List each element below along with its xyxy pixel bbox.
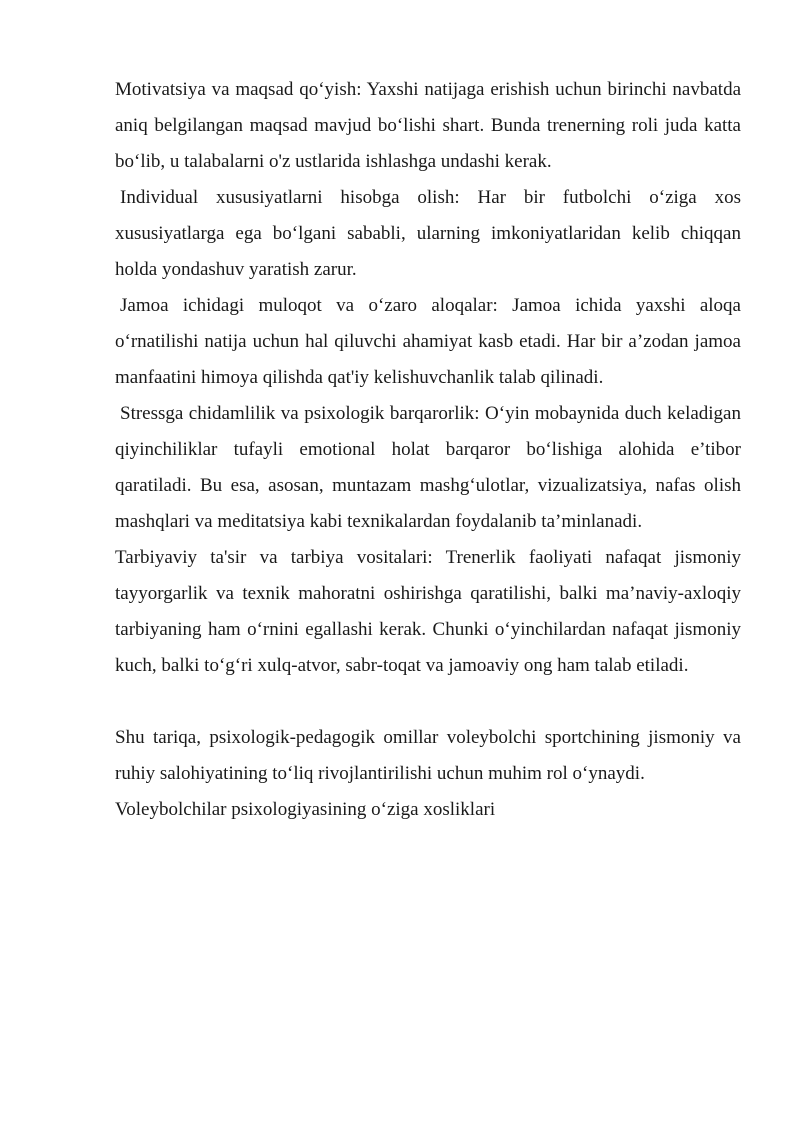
document-page (115, 72, 741, 828)
paragraph-team-communication: Jamoa ichidagi muloqot va o‘zaro aloqalar: Jamoa ichida yaxshi aloqa o‘rnatilishi natija uchun hal qiluvchi ahamiyat kasb etadi. Har bir a’zodan jamoa manfaatini himoya qilishda qat'iy kelishuvchanlik talab qilinadi. (115, 295, 741, 388)
paragraph-conclusion: Shu tariqa, psixologik-pedagogik omillar voleybolchi sportchining jismoniy va ruhiy salohiyatining to‘liq rivojlantirilishi uchun muhim rol o‘ynaydi. (115, 727, 741, 784)
paragraph-educational-influence: Tarbiyaviy ta'sir va tarbiya vositalari: Trenerlik faoliyati nafaqat jismoniy tayyorgarlik va texnik mahoratni oshirishga qaratilishi, balki ma’naviy-axloqiy tarbiyaning ham o‘rnini egallashi kerak. Chunki o‘yinchilardan nafaqat jismoniy kuch, balki to‘g‘ri xulq-atvor, sabr-toqat va jamoaviy ong ham talab etiladi. (115, 547, 741, 676)
paragraph-motivation: Motivatsiya va maqsad qo‘yish: Yaxshi natijaga erishish uchun birinchi navbatda aniq belgilangan maqsad mavjud bo‘lishi shart. Bunda trenerning roli juda katta bo‘lib, u talabalarni o'z ustlarida ishlashga undashi kerak. (115, 79, 741, 172)
paragraph-individual-traits: Individual xususiyatlarni hisobga olish: Har bir futbolchi o‘ziga xos xususiyatlarga ega bo‘lgani sababli, ularning imkoniyatlaridan kelib chiqqan holda yondashuv yaratish zarur. (115, 187, 741, 280)
paragraph-spacer (115, 684, 741, 720)
paragraph-stress-resilience: Stressga chidamlilik va psixologik barqarorlik: O‘yin mobaynida duch keladigan qiyinchiliklar tufayli emotional holat barqaror bo‘lishiga alohida e’tibor qaratiladi. Bu esa, asosan, muntazam mashg‘ulotlar, vizualizatsiya, nafas olish mashqlari va meditatsiya kabi texnikalardan foydalanib ta’minlanadi. (115, 403, 741, 532)
section-heading: Voleybolchilar psixologiyasining o‘ziga xosliklari (115, 799, 496, 820)
